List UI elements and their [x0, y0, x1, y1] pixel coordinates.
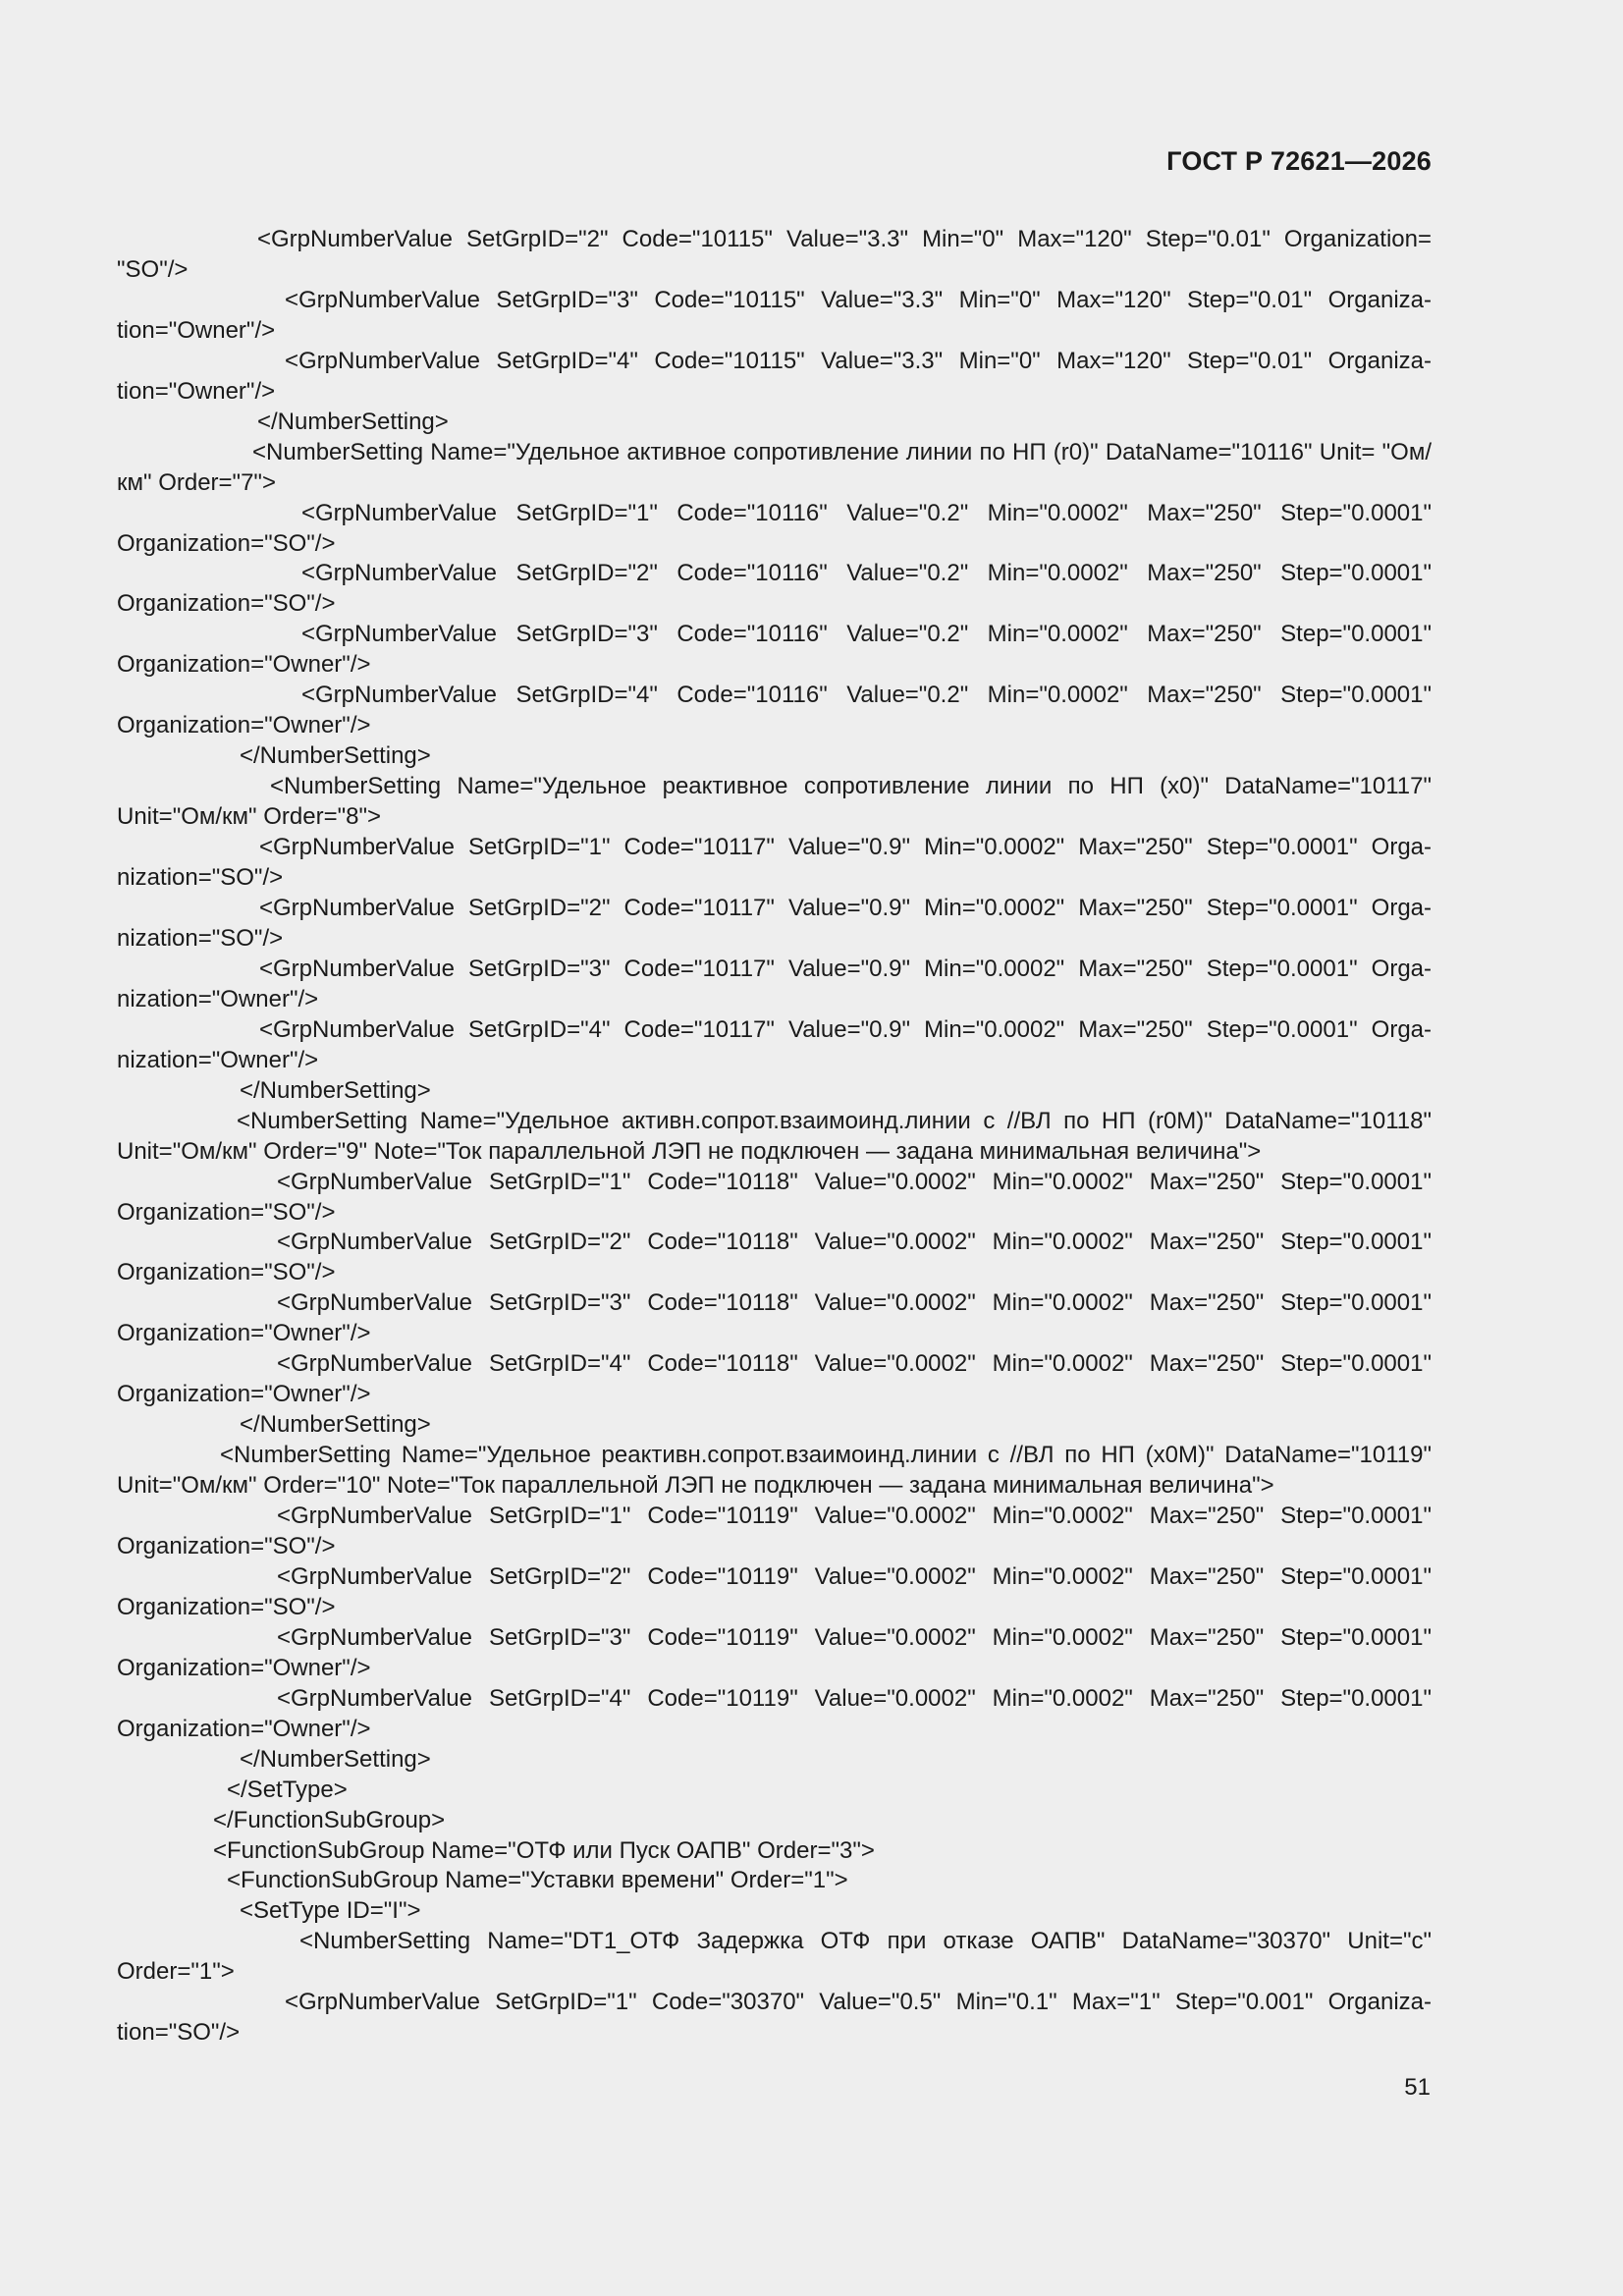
code-line: <GrpNumberValue SetGrpID="2" Code="10119" Value="0.0002" Min="0.0002" Max="250" Step="0.0001" Organization="SO"/> — [117, 1562, 1432, 1620]
code-line: <GrpNumberValue SetGrpID="3" Code="10116" Value="0.2" Min="0.0002" Max="250" Step="0.0001" Organization="Owner"/> — [117, 621, 1432, 679]
code-line: </NumberSetting> — [240, 1745, 431, 1773]
code-line: <GrpNumberValue SetGrpID="4" Code="10117" Value="0.9" Min="0.0002" Max="250" Step="0.0001" Orga-nization="Owner"/> — [117, 1015, 1432, 1073]
code-line: <GrpNumberValue SetGrpID="2" Code="10118" Value="0.0002" Min="0.0002" Max="250" Step="0.0001" Organization="SO"/> — [117, 1229, 1432, 1286]
page-number: 51 — [1404, 2074, 1431, 2101]
code-line: <GrpNumberValue SetGrpID="1" Code="10117" Value="0.9" Min="0.0002" Max="250" Step="0.0001" Orga-nization="SO"/> — [117, 834, 1432, 892]
code-line: <GrpNumberValue SetGrpID="2" Code="10116" Value="0.2" Min="0.0002" Max="250" Step="0.0001" Organization="SO"/> — [117, 560, 1432, 618]
code-line: <GrpNumberValue SetGrpID="3" Code="10117" Value="0.9" Min="0.0002" Max="250" Step="0.0001" Orga-nization="Owner"/> — [117, 955, 1432, 1012]
code-line: <NumberSetting Name="Удельное реактивное сопротивление линии по НП (x0)" DataName="10117" Unit="Ом/км" Order="8"> — [117, 773, 1432, 831]
code-line: <GrpNumberValue SetGrpID="1" Code="30370" Value="0.5" Min="0.1" Max="1" Step="0.001" Organiza-tion="SO"/> — [117, 1989, 1432, 2047]
code-line: <GrpNumberValue SetGrpID="4" Code="10118" Value="0.0002" Min="0.0002" Max="250" Step="0.0001" Organization="Owner"/> — [117, 1350, 1432, 1408]
code-line: <NumberSetting Name="DT1_ОТФ Задержка ОТФ при отказе ОАПВ" DataName="30370" Unit="с" Order="1"> — [117, 1928, 1432, 1986]
code-line: <FunctionSubGroup Name="ОТФ или Пуск ОАПВ" Order="3"> — [213, 1836, 875, 1864]
code-line: <GrpNumberValue SetGrpID="4" Code="10116" Value="0.2" Min="0.0002" Max="250" Step="0.0001" Organization="Owner"/> — [117, 682, 1432, 739]
code-line: <NumberSetting Name="Удельное активное сопротивление линии по НП (r0)" DataName="10116" Unit= "Ом/км" Order="7"> — [117, 438, 1432, 496]
document-header: ГОСТ Р 72621—2026 — [1166, 146, 1432, 176]
code-line: <GrpNumberValue SetGrpID="2" Code="10115" Value="3.3" Min="0" Max="120" Step="0.01" Organization= "SO"/> — [117, 226, 1432, 283]
code-line: </NumberSetting> — [257, 408, 449, 435]
code-line: <NumberSetting Name="Удельное активн.сопрот.взаимоинд.линии с //ВЛ по НП (r0M)" DataName="10118" Unit="Ом/км" Order="9" Note="Ток параллельной ЛЭП не подключен — задана минимальная величина"> — [117, 1107, 1432, 1165]
code-line: </FunctionSubGroup> — [213, 1806, 446, 1833]
code-line: <FunctionSubGroup Name="Уставки времени" Order="1"> — [227, 1867, 848, 1894]
code-line: </SetType> — [227, 1776, 348, 1803]
code-line: </NumberSetting> — [240, 742, 431, 770]
code-line: <GrpNumberValue SetGrpID="4" Code="10119" Value="0.0002" Min="0.0002" Max="250" Step="0.0001" Organization="Owner"/> — [117, 1684, 1432, 1742]
code-line: <NumberSetting Name="Удельное реактивн.сопрот.взаимоинд.линии с //ВЛ по НП (x0M)" DataName="10119" Unit="Ом/км" Order="10" Note="Ток параллельной ЛЭП не подключен — задана минимальная величина"> — [117, 1442, 1432, 1500]
code-line: <GrpNumberValue SetGrpID="1" Code="10119" Value="0.0002" Min="0.0002" Max="250" Step="0.0001" Organization="SO"/> — [117, 1503, 1432, 1559]
code-line: <GrpNumberValue SetGrpID="1" Code="10116" Value="0.2" Min="0.0002" Max="250" Step="0.0001" Organization="SO"/> — [117, 499, 1432, 557]
code-line: </NumberSetting> — [240, 1076, 431, 1104]
code-line: <GrpNumberValue SetGrpID="3" Code="10115" Value="3.3" Min="0" Max="120" Step="0.01" Organiza-tion="Owner"/> — [117, 286, 1432, 344]
code-line: <GrpNumberValue SetGrpID="3" Code="10119" Value="0.0002" Min="0.0002" Max="250" Step="0.0001" Organization="Owner"/> — [117, 1623, 1432, 1681]
code-line: <GrpNumberValue SetGrpID="2" Code="10117" Value="0.9" Min="0.0002" Max="250" Step="0.0001" Orga-nization="SO"/> — [117, 894, 1432, 952]
code-line: <GrpNumberValue SetGrpID="3" Code="10118" Value="0.0002" Min="0.0002" Max="250" Step="0.0001" Organization="Owner"/> — [117, 1289, 1432, 1347]
xml-listing — [117, 225, 1432, 2049]
code-line: <SetType ID="I"> — [240, 1897, 421, 1925]
code-line: </NumberSetting> — [240, 1411, 431, 1439]
code-line: <GrpNumberValue SetGrpID="1" Code="10118" Value="0.0002" Min="0.0002" Max="250" Step="0.0001" Organization="SO"/> — [117, 1168, 1432, 1226]
code-line: <GrpNumberValue SetGrpID="4" Code="10115" Value="3.3" Min="0" Max="120" Step="0.01" Organiza-tion="Owner"/> — [117, 347, 1432, 405]
